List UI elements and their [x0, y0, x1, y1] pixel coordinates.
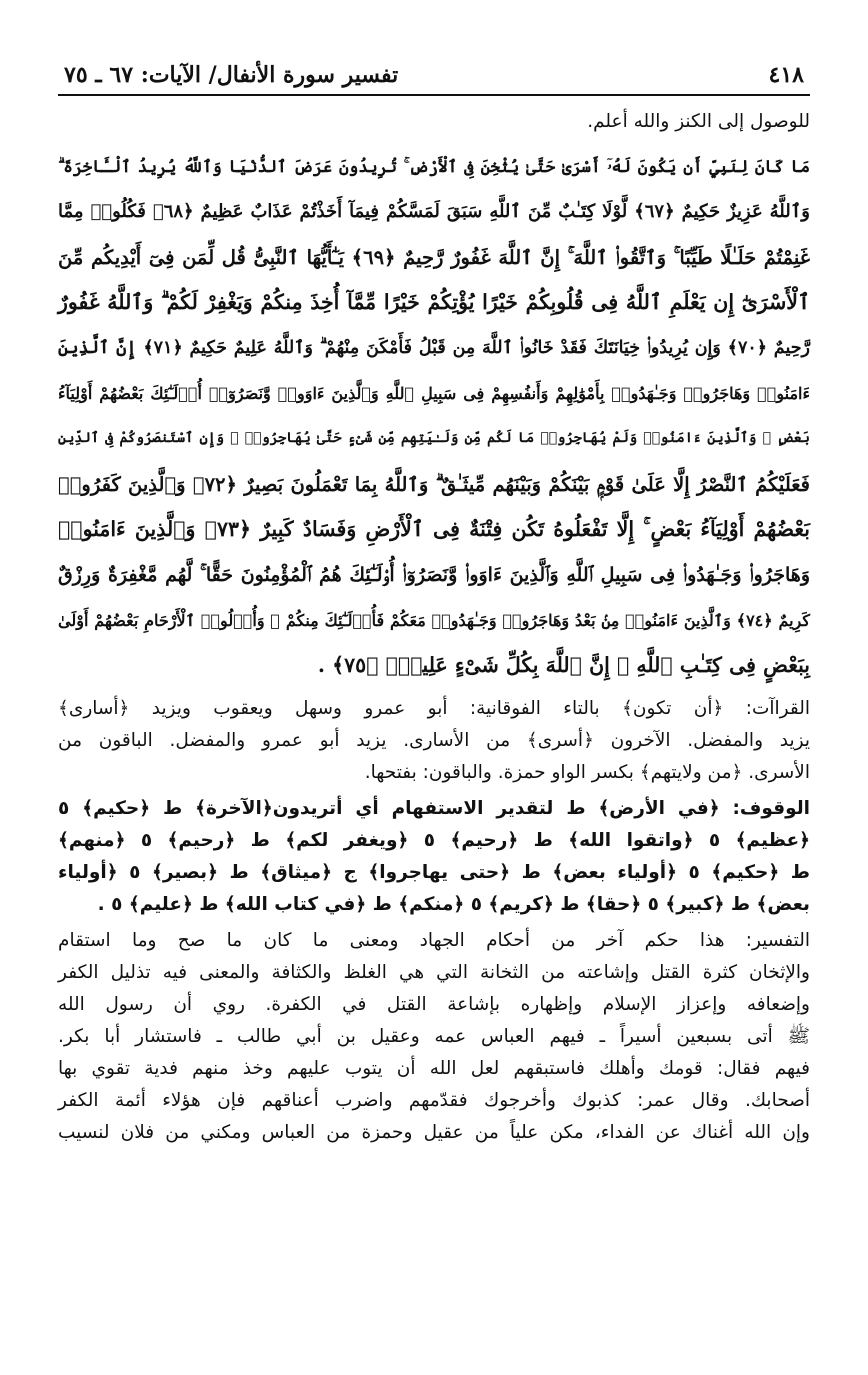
- wuquf-line: الوقوف: ﴿في الأرض﴾ ط لتقدير الاستفهام أي أتريدون﴿الآخرة﴾ ط ﴿حكيم﴾ ٥: [58, 797, 810, 819]
- intro-line: للوصول إلى الكنز والله أعلم.: [587, 111, 810, 132]
- quran-verses: [58, 144, 810, 689]
- quran-line: بِبَعْضٍ فِى كِتَـٰبِ ٱللَّهِ ۗ إِنَّ ٱللَّهَ بِكُلِّ شَىْءٍ عَلِيمٌۢ ﴿٧٥﴾ .: [317, 653, 810, 678]
- tafsir-line: وإن الله أغناك عن الفداء، مكن علياً من عقيل وحمزة من العباس ومكني من فلان لنسيب: [58, 1121, 810, 1143]
- wuquf-line: ط ﴿حكيم﴾ ٥ ﴿أولياء بعض﴾ ط ﴿حتى يهاجروا﴾ ج ﴿ميثاق﴾ ط ﴿بصير﴾ ٥ ﴿أولياء: [58, 861, 810, 883]
- wuquf-line: ﴿عظيم﴾ ٥ ﴿واتقوا الله﴾ ط ﴿رحيم﴾ ٥ ﴿ويغفر لكم﴾ ط ﴿رحيم﴾ ٥ ﴿منهم﴾: [58, 829, 810, 851]
- qiraat-line: الأسرى. ﴿من ولايتهم﴾ بكسر الواو حمزة. والباقون: بفتحها.: [364, 761, 810, 783]
- wuquf-line: بعض﴾ ط ﴿كبير﴾ ٥ ﴿حقا﴾ ط ﴿كريم﴾ ٥ ﴿منكم﴾ ط ﴿في كتاب الله﴾ ط ﴿عليم﴾ ٥ .: [97, 893, 810, 915]
- qiraat-line: يزيد والمفضل. الآخرون ﴿أسرى﴾ من الأسارى. يزيد أبو عمرو والمفضل. الباقون من: [58, 729, 810, 751]
- tafsir-line: فيهم فقال: قومك وأهلك فاستبقهم لعل الله أن يتوب عليهم وخذ منهم فدية تقوي بها: [58, 1057, 810, 1079]
- running-header: [58, 62, 810, 96]
- qiraat-line: القراآت: ﴿أن تكون﴾ بالتاء الفوقانية: أبو عمرو وسهل ويعقوب ويزيد ﴿أسارى﴾: [58, 697, 810, 719]
- quran-line: غَنِمْتُمْ حَلَـٰلًا طَيِّبًا ۚ وَٱتَّقُوا۟ ٱللَّهَ ۚ إِنَّ ٱللَّهَ غَفُورٌ رَّحِيمٌ ﴿٦٩﴾ يَـٰٓأَيُّهَا ٱلنَّبِىُّ قُل لِّمَن فِىٓ أَيْدِيكُم مِّنَ: [58, 245, 810, 269]
- tafsir-line: التفسير: هذا حكم آخر من أحكام الجهاد ومعنى ما كان ما صح وما استقام: [58, 929, 810, 951]
- tafsir-section: [58, 925, 810, 1149]
- quran-line: وَٱللَّهُ عَزِيزٌ حَكِيمٌ ﴿٦٧﴾ لَّوْلَا كِتَـٰبٌ مِّنَ ٱللَّهِ سَبَقَ لَمَسَّكُمْ فِيمَآ أَخَذْتُمْ عَذَابٌ عَظِيمٌ ﴿٦٨﴾ فَكُلُوا۟ مِمَّا: [58, 201, 810, 223]
- tafsir-line: ﷺ أتى بسبعين أسيراً ـ فيهم العباس عمه وعقيل بن أبي طالب ـ فاستشار أبا بكر.: [58, 1025, 810, 1047]
- quran-line: ءَامَنُوا۟ وَهَاجَرُوا۟ وَجَـٰهَدُوا۟ بِأَمْوَٰلِهِمْ وَأَنفُسِهِمْ فِى سَبِيلِ ٱللَّهِ وَٱلَّذِينَ ءَاوَوا۟ وَّنَصَرُوٓا۟ أُو۟لَـٰٓئِكَ بَعْضُهُمْ أَوْلِيَآءُ: [58, 384, 810, 404]
- page-number: ٤١٨: [768, 62, 804, 88]
- quran-line: بَعْضٍ ۚ وَٱلَّذِينَ ءَامَنُوا۟ وَلَمْ يُهَاجِرُوا۟ مَا لَكُم مِّن وَلَـٰيَتِهِم مِّن شَىْءٍ حَتَّىٰ يُهَاجِرُوا۟ ۚ وَإِنِ ٱسْتَنصَرُوكُمْ فِى ٱلدِّينِ: [58, 430, 810, 447]
- quran-line: ٱلْأَسْرَىٰٓ إِن يَعْلَمِ ٱللَّهُ فِى قُلُوبِكُمْ خَيْرًا يُؤْتِكُمْ خَيْرًا مِّمَّآ أُخِذَ مِنكُمْ وَيَغْفِرْ لَكُمْ ۗ وَٱللَّهُ غَفُورٌ: [58, 290, 810, 315]
- tafsir-line: والإثخان كثرة القتل وإشاعته من الثخانة التي هي الغلظ والكثافة والمعنى فيه تذليل الكفر: [58, 961, 810, 983]
- wuquf-section: [58, 793, 810, 921]
- quran-line: بَعْضُهُمْ أَوْلِيَآءُ بَعْضٍ ۚ إِلَّا تَفْعَلُوهُ تَكُن فِتْنَةٌ فِى ٱلْأَرْضِ وَفَسَادٌ كَبِيرٌ ﴿٧٣﴾ وَٱلَّذِينَ ءَامَنُوا۟: [58, 517, 810, 542]
- quran-line: كَرِيمٌ ﴿٧٤﴾ وَٱلَّذِينَ ءَامَنُوا۟ مِنۢ بَعْدُ وَهَاجَرُوا۟ وَجَـٰهَدُوا۟ مَعَكُمْ فَأُو۟لَـٰٓئِكَ مِنكُمْ ۚ وَأُو۟لُوا۟ ٱلْأَرْحَامِ بَعْضُهُمْ أَوْلَىٰ: [58, 611, 811, 631]
- qiraat-section: [58, 693, 810, 789]
- tafsir-line: وإضعافه وإعزاز الإسلام وإظهاره بإشاعة القتل في الكفرة. روي أن رسول الله: [58, 993, 810, 1015]
- quran-line: وَهَاجَرُوا۟ وَجَـٰهَدُوا۟ فِى سَبِيلِ ٱللَّهِ وَٱلَّذِينَ ءَاوَوا۟ وَّنَصَرُوٓا۟ أُو۟لَـٰٓئِكَ هُمُ ٱلْمُؤْمِنُونَ حَقًّا ۚ لَّهُم مَّغْفِرَةٌ وَرِزْقٌ: [58, 563, 810, 586]
- quran-line: فَعَلَيْكُمُ ٱلنَّصْرُ إِلَّا عَلَىٰ قَوْمٍۭ بَيْنَكُمْ وَبَيْنَهُم مِّيثَـٰقٌ ۗ وَٱللَّهُ بِمَا تَعْمَلُونَ بَصِيرٌ ﴿٧٢﴾ وَٱلَّذِينَ كَفَرُوا۟: [58, 472, 810, 496]
- tafsir-line: أصحابك. وقال عمر: كذبوك وأخرجوك فقدّمهم واضرب أعناقهم فإن هؤلاء أئمة الكفر: [58, 1089, 810, 1111]
- quran-line: مَا كَانَ لِنَبِيٍّ أَن يَكُونَ لَهُۥٓ أَسْرَىٰ حَتَّىٰ يُثْخِنَ فِى ٱلْأَرْضِ ۚ تُرِيدُونَ عَرَضَ ٱلدُّنْيَا وَٱللَّهُ يُرِيدُ ٱلْـَٔاخِرَةَ ۗ: [58, 157, 810, 176]
- header-title: تفسير سورة الأنفال/ الآيات: ٦٧ ـ ٧٥: [64, 62, 399, 88]
- quran-line: رَّحِيمٌ ﴿٧٠﴾ وَإِن يُرِيدُوا۟ خِيَانَتَكَ فَقَدْ خَانُوا۟ ٱللَّهَ مِن قَبْلُ فَأَمْكَنَ مِنْهُمْ ۗ وَٱللَّهُ عَلِيمٌ حَكِيمٌ ﴿٧١﴾ إِنَّ ٱلَّذِينَ: [58, 337, 811, 358]
